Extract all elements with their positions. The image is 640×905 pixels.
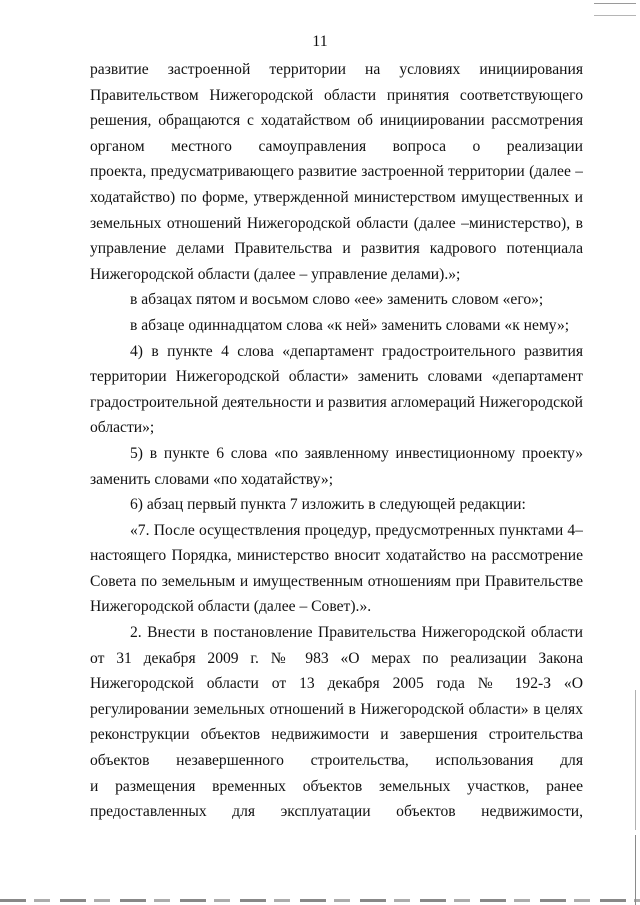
text-line: в абзаце одиннадцатом слова «к ней» заменить словами «к нему»; — [130, 316, 570, 334]
text-line: Нижегородской области (далее – Совет).». — [90, 598, 372, 616]
scan-artifact — [635, 835, 636, 905]
text-line: 4) в пункте 4 слова «департамент градостроительного развития — [130, 342, 583, 360]
scan-artifact — [0, 899, 640, 902]
text-line: развитие застроенной территории на условиях инициирования — [90, 61, 583, 78]
text-line: ходатайство) по форме, утвержденной министерством имущественных и — [90, 188, 583, 206]
text-line: территории Нижегородской области» заменить словами «департамент — [90, 368, 583, 386]
scan-artifact — [594, 3, 636, 4]
text-line: земельных отношений Нижегородской области (далее –министерство), в — [90, 214, 583, 232]
text-line: реконструкции объектов недвижимости и завершения строительства — [90, 726, 583, 744]
scan-artifact — [594, 15, 636, 16]
text-line: настоящего Порядка, министерство вносит ходатайство на рассмотрение — [90, 547, 583, 565]
text-line: и размещения временных объектов земельных участков, ранее — [90, 777, 583, 795]
text-line: решения, обращаются с ходатайством об инициировании рассмотрения — [90, 112, 583, 130]
text-line: заменить словами «по ходатайству»; — [90, 470, 334, 488]
text-line: от 31 декабря 2009 г. № 983 «О мерах по реализации Закона — [90, 649, 583, 667]
text-line: 2. Внести в постановление Правительства Нижегородской области — [130, 624, 583, 642]
text-line: Нижегородской области (далее – управление делами).»; — [90, 265, 461, 283]
document-body — [90, 57, 583, 825]
text-line: проекта, предусматривающего развитие застроенной территории (далее – — [90, 163, 583, 181]
text-line: органом местного самоуправления вопроса о реализации — [90, 137, 583, 155]
text-line: Правительством Нижегородской области принятия соответствующего — [90, 86, 583, 104]
text-line: градостроительной деятельности и развития агломераций Нижегородской — [90, 393, 583, 411]
text-line: Совета по земельным и имущественным отношениям при Правительстве — [90, 572, 583, 590]
page-number: 11 — [312, 33, 328, 50]
text-line: регулировании земельных отношений в Нижегородской области» в целях — [90, 700, 583, 718]
scan-artifact — [635, 690, 636, 830]
text-line: объектов незавершенного строительства, использования для — [90, 752, 583, 770]
text-line: области»; — [90, 419, 155, 437]
text-line: 5) в пункте 6 слова «по заявленному инвестиционному проекту» — [130, 444, 583, 462]
text-line: Нижегородской области от 13 декабря 2005 года № 192-З «О — [90, 675, 583, 693]
text-line: предоставленных для эксплуатации объектов недвижимости, — [90, 803, 583, 821]
text-line: управление делами Правительства и развития кадрового потенциала — [90, 240, 583, 258]
text-line: 6) абзац первый пункта 7 изложить в следующей редакции: — [130, 496, 526, 514]
text-line: «7. После осуществления процедур, предусмотренных пунктами 4– — [130, 521, 583, 539]
text-line: в абзацах пятом и восьмом слово «ее» заменить словом «его»; — [130, 291, 544, 309]
